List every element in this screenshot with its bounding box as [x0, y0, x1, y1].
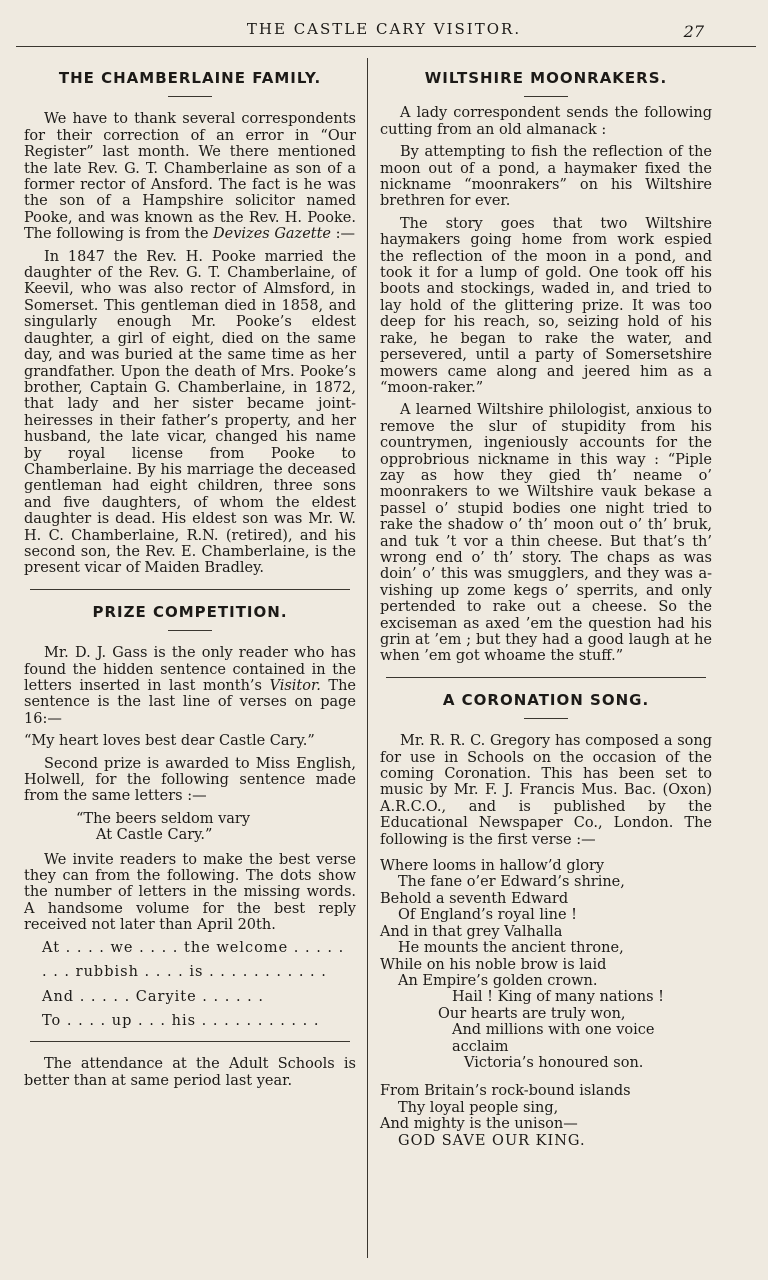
verse-line: He mounts the ancient throne,	[398, 940, 624, 957]
paragraph: A lady correspondent sends the following cutting from an old almanack :	[380, 105, 712, 138]
header-rule	[16, 46, 756, 47]
article-title-chamberlaine: THE CHAMBERLAINE FAMILY.	[58, 69, 322, 87]
verse-line: And mighty is the unison—	[380, 1116, 578, 1133]
verse-line: And in that grey Valhalla	[380, 923, 563, 940]
verse-line: The fane o’er Edward’s shrine,	[398, 874, 625, 891]
paragraph	[24, 111, 356, 242]
title-rule	[168, 96, 212, 97]
verse-line: Thy loyal people sing,	[398, 1099, 559, 1116]
page-number: 27	[683, 22, 704, 41]
title-rule	[524, 96, 568, 97]
paragraph: Mr. R. R. C. Gregory has composed a song for use in Schools on the occasion of the coming Coronation. This has been set to music by Mr. F. J. Francis Mus. Bac. (Oxon) A.R.C.O., and is published by the Educational Newspaper Co., London. The following is the first verse :—	[380, 733, 712, 848]
paragraph: We invite readers to make the best verse they can from the following. The dots show the number of letters in the missing words. A handsome volume for the best reply received not later than April 20th.	[24, 851, 356, 934]
verse-line: Victoria’s honoured son.	[464, 1054, 644, 1071]
verse-line: An Empire’s golden crown.	[398, 972, 598, 989]
verse-line: And millions with one voice acclaim	[452, 1022, 655, 1055]
verse-line: While on his noble brow is laid	[380, 956, 607, 973]
title-rule	[524, 718, 568, 719]
quote-line: “The beers seldom vary	[76, 810, 251, 827]
verse-line: Where looms in hallow’d glory	[380, 858, 605, 875]
verse-line: Our hearts are truly won,	[438, 1005, 626, 1022]
paragraph: A learned Wiltshire philologist, anxious to remove the slur of stupidity from his countrymen, ingeniously accounts for the opprobrious nickname in this way : “Piple zay as how they gied th’ neame o’ moonrakers to we Wiltshire vauk bekase a passel o’ stupid bodies one night tried to rake the shadow o’ th’ moon out o’ th’ bruk, and tuk ’t vor a thin cheese. But that’s th’ wrong end o’ th’ story. The chaps as was doin’ o’ this was smugglers, and they was a-vishing up zome kegs o’ sperrits, and only pertended to rake out a cheese. So the exciseman as axed ’em the question had his grin at ’em ; but they had a good laugh at he when ’em got whoame the stuff.”	[380, 402, 712, 665]
paragraph: In 1847 the Rev. H. Pooke married the daughter of the Rev. G. T. Chamberlaine, of Keevil, who was also rector of Almsford, in Somerset. This gentleman died in 1858, and singularly enough Mr. Pooke’s eldest daughter, a girl of eight, died on the same day, and was buried at the same time as her grandfather. Upon the death of Mrs. Pooke’s brother, Captain G. Chamberlaine, in 1872, that lady and her sister became joint-heiresses in their father’s property, and her husband, the late vicar, changed his name by royal license from Pooke to Chamberlaine. By his marriage the deceased gentleman had eight children, three sons and five daughters, of whom the eldest daughter is dead. His eldest son was Mr. W. H. C. Chamberlaine, R.N. (retired), and his second son, the Rev. E. Chamberlaine, is the present vicar of Maiden Bradley.	[24, 248, 356, 577]
verse-line: Hail ! King of many nations !	[452, 989, 664, 1006]
article-title-moonrakers: WILTSHIRE MOONRAKERS.	[424, 69, 668, 87]
paragraph: The story goes that two Wiltshire haymakers going home from work espied the reflection of the moon in a pond, and took it for a lump of gold. One took off his boots and stockings, waded in, and tried to lay hold of the glittering prize. It was too deep for his reach, so, seizing hold of his rake, he began to rake the water, and persevered, until a party of Somersetshire mowers came along and jeered him as a “moon-raker.”	[380, 215, 712, 396]
paragraph: By attempting to fish the reflection of the moon out of a pond, a haymaker fixed the nickname “moonrakers” on his Wiltshire brethren for ever.	[380, 144, 712, 210]
column-divider	[367, 58, 368, 1258]
verse-line: GOD SAVE OUR KING.	[398, 1132, 586, 1149]
paragraph-text: The sentence is the last line of verses on page 16:—	[24, 678, 357, 727]
publication-name: Devizes Gazette	[213, 226, 332, 243]
section-rule	[386, 677, 706, 678]
puzzle-line: To . . . . up . . . his . . . . . . . . . . .	[42, 1012, 320, 1029]
puzzle-line: . . . rubbish . . . . is . . . . . . . . . . .	[42, 964, 327, 981]
puzzle-line: And . . . . . Caryite . . . . . .	[42, 988, 265, 1005]
song-verse	[380, 858, 712, 1071]
verse-line: Of England’s royal line !	[398, 907, 578, 924]
paragraph	[24, 645, 356, 727]
adult-schools-note: The attendance at the Adult Schools is better than at same period last year.	[24, 1056, 356, 1089]
section-rule	[30, 589, 350, 590]
second-prize-quote	[24, 811, 356, 844]
article-title-prize: PRIZE COMPETITION.	[92, 602, 288, 621]
title-rule	[168, 630, 212, 631]
left-column	[24, 60, 356, 1095]
paragraph: Second prize is awarded to Miss English, Holwell, for the following sentence made from the same letters :—	[24, 755, 356, 805]
quote-line: At Castle Cary.”	[96, 827, 213, 844]
puzzle-line: At . . . . we . . . . the welcome . . . . .	[42, 939, 345, 956]
song-verse-chorus	[380, 1083, 712, 1149]
publication-name: Visitor.	[269, 678, 321, 694]
verse-line: From Britain’s rock-bound islands	[380, 1083, 631, 1100]
hidden-sentence: “My heart loves best dear Castle Cary.”	[24, 733, 315, 750]
running-title: THE CASTLE CARY VISITOR.	[246, 20, 522, 38]
article-title-coronation: A CORONATION SONG.	[442, 690, 650, 709]
paragraph-text: We have to thank several correspondents for their correction of an error in “Our Register” last month. We there mentioned the late Rev. G. T. Chamberlaine as son of a former rector of Ansford. The fact is he was the son of a Hampshire solicitor named Pooke, and was known as the Rev. H. Pooke. The following is from the	[24, 111, 356, 243]
right-column	[380, 60, 712, 1161]
section-rule	[30, 1041, 350, 1042]
verse-line: Behold a seventh Edward	[380, 890, 569, 907]
paragraph-text: :—	[335, 226, 356, 243]
paragraph-text: Mr. D. J. Gass is the only reader who has found the hidden sentence contained in the letters inserted in last month’s	[24, 645, 356, 694]
